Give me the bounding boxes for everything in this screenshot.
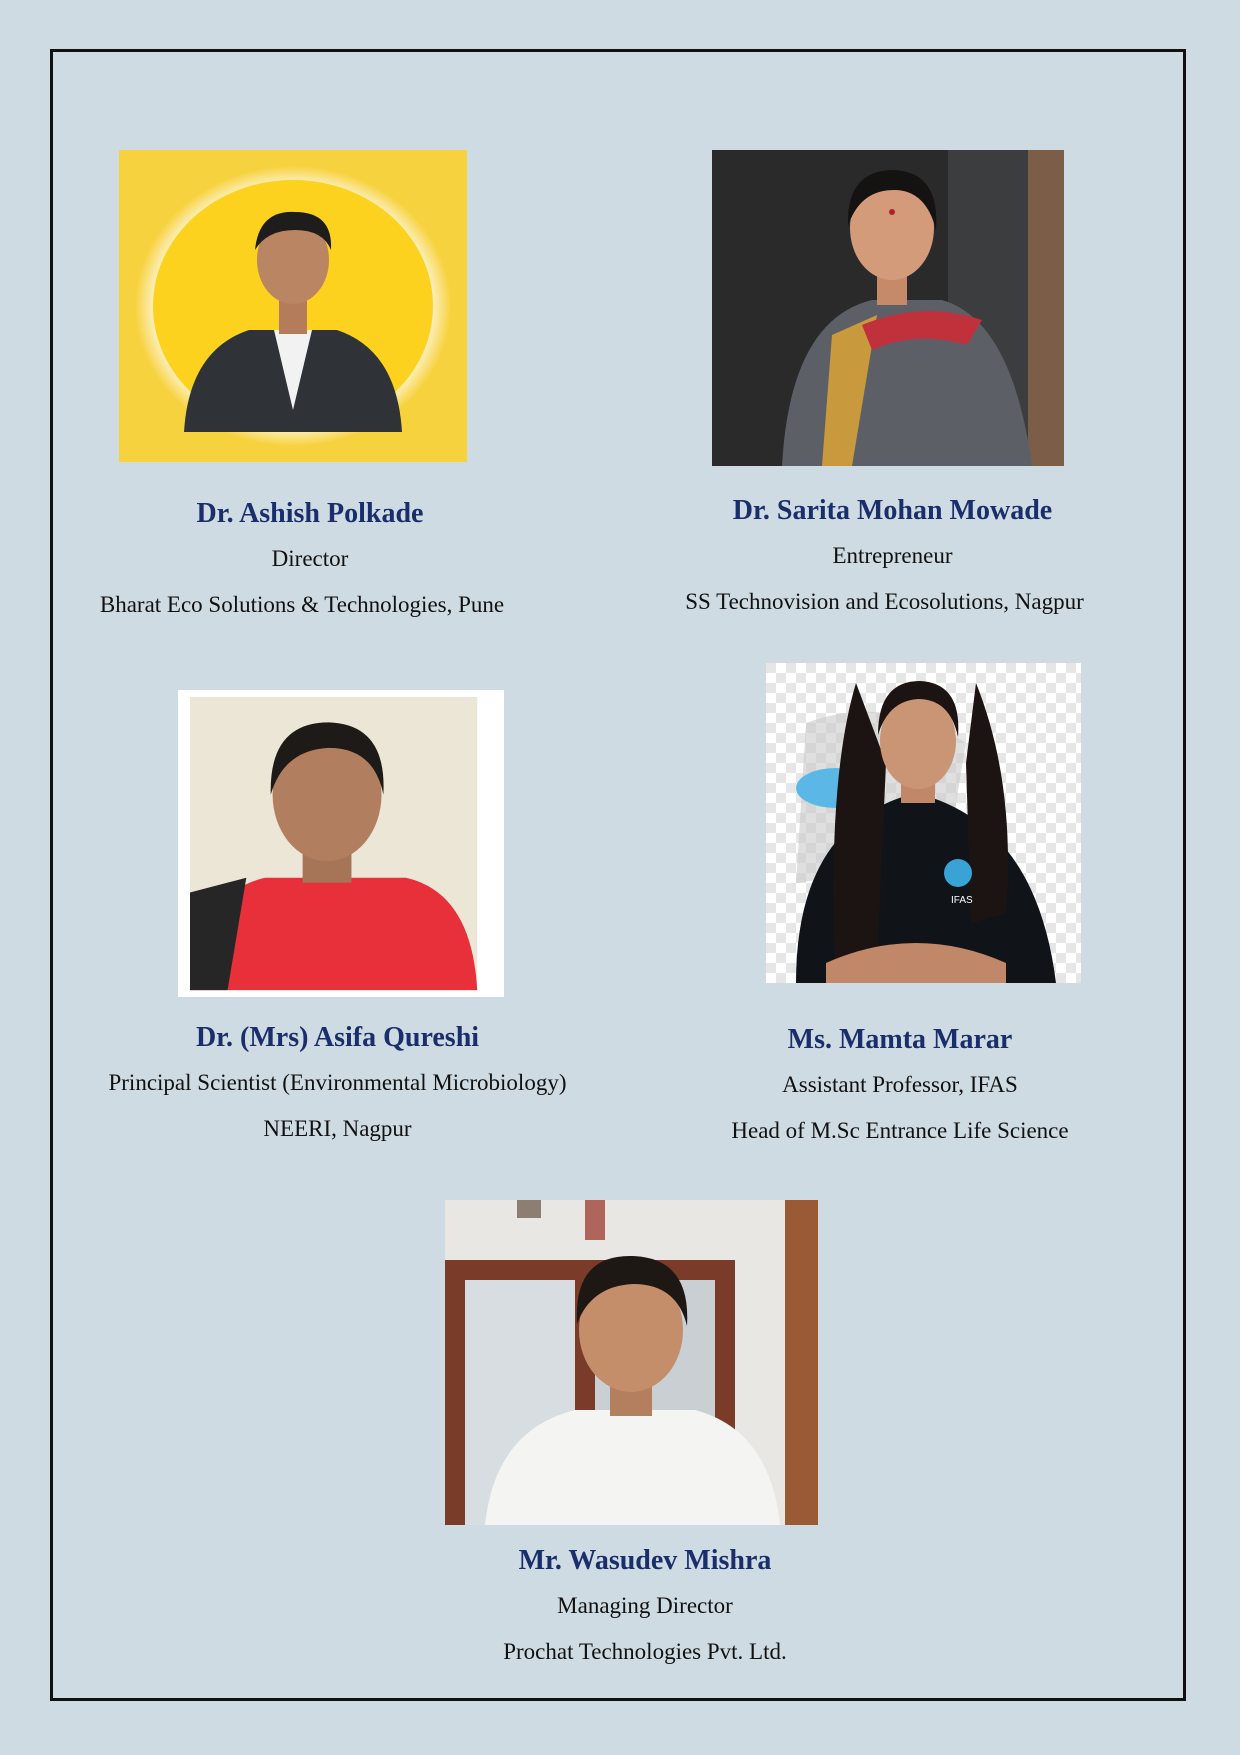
portrait-photo-asifa-qureshi — [178, 690, 504, 997]
portrait-photo-mamta-marar — [766, 663, 1081, 983]
person-card-sarita-mowade — [640, 494, 1145, 636]
ifas-shirt-logo: IFAS — [951, 895, 973, 906]
person-organization: NEERI, Nagpur — [263, 1116, 412, 1141]
person-role: Principal Scientist (Environmental Microbiology) — [108, 1070, 567, 1095]
person-name: Ms. Mamta Marar — [787, 1024, 1013, 1055]
person-organization: Bharat Eco Solutions & Technologies, Pune — [99, 592, 505, 617]
person-role: Director — [271, 546, 349, 571]
person-name: Dr. Sarita Mohan Mowade — [732, 495, 1053, 526]
person-name: Mr. Wasudev Mishra — [518, 1545, 772, 1576]
person-card-asifa-qureshi — [80, 1021, 595, 1163]
person-name: Dr. (Mrs) Asifa Qureshi — [195, 1022, 480, 1053]
person-name: Dr. Ashish Polkade — [196, 498, 424, 529]
person-role: Managing Director — [557, 1593, 733, 1618]
person-role: Entrepreneur — [832, 543, 953, 568]
person-organization: Head of M.Sc Entrance Life Science — [731, 1118, 1069, 1143]
person-organization: SS Technovision and Ecosolutions, Nagpur — [685, 589, 1084, 614]
person-role: Assistant Professor, IFAS — [782, 1072, 1018, 1097]
person-card-wasudev-mishra — [395, 1544, 895, 1686]
portrait-photo-sarita-mowade — [712, 150, 1064, 466]
person-card-ashish-polkade — [60, 497, 560, 639]
portrait-photo-ashish-polkade — [119, 150, 467, 462]
person-card-mamta-marar — [670, 1023, 1130, 1165]
person-organization: Prochat Technologies Pvt. Ltd. — [503, 1639, 787, 1664]
portrait-photo-wasudev-mishra — [445, 1200, 818, 1525]
